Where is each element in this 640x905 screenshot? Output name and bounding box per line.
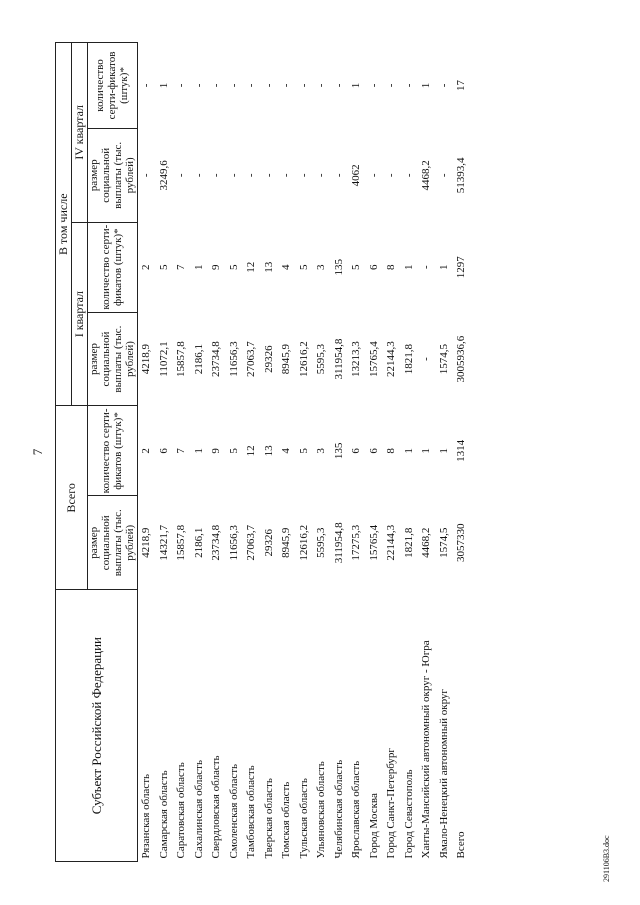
q1-count: 12 [245, 261, 258, 273]
total-amount: 4218,9 [140, 527, 153, 558]
q1-amount: 29326 [262, 345, 275, 373]
q4-amount: 4062 [350, 164, 363, 187]
total-sum: 3057330 [455, 523, 468, 563]
q4-count: - [402, 83, 415, 88]
total-count: 1 [437, 448, 450, 454]
total-amount: 2186,1 [192, 527, 205, 558]
q4-count: - [262, 83, 275, 88]
region-name: Челябинская область [332, 759, 345, 859]
q1-amount: 311954,8 [332, 338, 345, 380]
q4-count: - [245, 83, 258, 88]
region-name: Город Севастополь [402, 769, 415, 859]
q4-count: - [332, 83, 345, 88]
table-row [348, 43, 366, 862]
q1-count: 6 [367, 264, 380, 270]
header-including: В том числе [56, 43, 72, 406]
total-count: 6 [350, 448, 363, 454]
table-row [226, 43, 244, 862]
header-subject: Субъект Российской Федерации [56, 590, 138, 862]
region-name: Тамбовская область [245, 765, 258, 859]
header-q4-count: количество серти-фикатов (штук)* [87, 43, 138, 129]
header-q1-amount: размер социальной выплаты (тыс. рублей) [87, 312, 138, 406]
q4-amount: - [262, 173, 275, 178]
q1-count: 7 [175, 264, 188, 270]
q1-amount: 2186,1 [192, 343, 205, 375]
q4-amount: - [402, 173, 415, 178]
q1-amount: 4218,9 [140, 343, 153, 375]
q1-count: 1 [402, 264, 415, 270]
region-name: Смоленская область [227, 763, 240, 859]
q1-amount: 1821,8 [402, 343, 415, 375]
total-count: 3 [315, 448, 328, 454]
region-name: Свердловская область [210, 755, 223, 859]
total-count: 6 [157, 448, 170, 454]
table-row [401, 43, 419, 862]
q1-amount: 1574,5 [437, 343, 450, 375]
file-id: 291106B3.doc [602, 835, 611, 882]
header-total-count: количество серти-фикатов (штук)* [87, 406, 138, 496]
q1-count: 2 [140, 264, 153, 270]
total-amount: 11656,3 [227, 525, 240, 561]
region-name: Сахалинская область [192, 760, 205, 859]
q4-count: - [297, 83, 310, 88]
q4-count: - [175, 83, 188, 88]
q1-count: 4 [280, 264, 293, 270]
q1-count: 3 [315, 264, 328, 270]
region-name: Ямало-Ненецкий автономный округ [437, 689, 450, 859]
total-amount: 311954,8 [332, 522, 345, 564]
q1-count: 5 [227, 264, 240, 270]
total-count: 13 [262, 445, 275, 457]
total-amount: 17275,3 [350, 524, 363, 561]
q4-count: - [140, 83, 153, 88]
q1-count: 8 [385, 264, 398, 270]
total-q4-sum: 51393,4 [455, 157, 468, 194]
header-total-amount: размер социальной выплаты (тыс. рублей) [87, 496, 138, 590]
total-count: 8 [385, 448, 398, 454]
q4-amount: - [227, 173, 240, 178]
region-name: Ярославская область [350, 760, 363, 859]
q1-amount: 8945,9 [280, 343, 293, 375]
total-amount: 4468,2 [420, 527, 433, 558]
region-name: Город Санкт-Петербург [385, 748, 398, 859]
total-q1-count: 1297 [455, 256, 468, 279]
q1-amount: 23734,8 [210, 341, 223, 377]
q1-count: 13 [262, 261, 275, 273]
q4-count: 1 [157, 82, 170, 89]
total-amount: 8945,9 [280, 527, 293, 558]
table-row [261, 43, 279, 862]
total-amount: 22144,3 [385, 524, 398, 561]
q4-amount: 3249,6 [157, 160, 170, 191]
q1-count: 9 [210, 264, 223, 270]
total-amount: 14321,7 [157, 524, 170, 561]
total-count: 1 [420, 448, 433, 454]
q4-amount: - [332, 173, 345, 178]
q4-amount: - [245, 173, 258, 178]
region-name: Ханты-Мансийский автономный округ - Югра [420, 640, 433, 859]
region-name: Рязанская область [140, 773, 153, 859]
q4-amount: - [367, 173, 380, 178]
total-count: 1314 [455, 439, 468, 462]
q4-amount: - [210, 173, 223, 178]
q1-amount: 12616,2 [297, 341, 310, 377]
table-row [418, 43, 436, 862]
region-name: Город Москва [367, 793, 380, 859]
q4-amount: - [280, 173, 293, 178]
total-count: 6 [367, 448, 380, 454]
q1-count: 1 [192, 264, 205, 270]
q4-amount: - [297, 173, 310, 178]
q1-amount: - [420, 357, 433, 361]
table-row [138, 43, 156, 862]
q4-count: - [437, 83, 450, 88]
table-row [173, 43, 191, 862]
total-count: 7 [175, 448, 188, 454]
q1-count: 5 [350, 264, 363, 270]
header-q4: IV квартал [71, 43, 87, 223]
q4-amount: - [315, 173, 328, 178]
q4-count: - [192, 83, 205, 88]
total-count: 1 [192, 448, 205, 454]
total-count: 5 [297, 448, 310, 454]
q1-count: 1 [437, 264, 450, 270]
region-name: Тверская область [262, 778, 275, 859]
header-q1: I квартал [71, 222, 87, 406]
region-name: Томская область [280, 781, 293, 859]
table-row [278, 43, 296, 862]
table-row [191, 43, 209, 862]
total-q1-sum: 3005936,6 [455, 335, 468, 383]
q1-count: 5 [157, 264, 170, 270]
q1-amount: 5595,3 [315, 343, 328, 375]
total-amount: 1821,8 [402, 527, 415, 558]
data-table [55, 42, 471, 862]
total-amount: 12616,2 [297, 524, 310, 561]
total-count: 2 [140, 448, 153, 454]
total-amount: 29326 [262, 529, 275, 557]
q4-count: - [227, 83, 240, 88]
q4-amount: - [385, 173, 398, 178]
total-amount: 23734,8 [210, 524, 223, 561]
region-name: Ульяновская область [315, 761, 328, 859]
table-row [243, 43, 261, 862]
q1-amount: 11656,3 [227, 341, 240, 377]
table-row [331, 43, 349, 862]
total-count: 9 [210, 448, 223, 454]
q4-count: - [280, 83, 293, 88]
q4-amount: - [175, 173, 188, 178]
page-number: 7 [30, 448, 45, 456]
q4-amount: - [140, 173, 153, 178]
table-row [296, 43, 314, 862]
total-count: 5 [227, 448, 240, 454]
q4-amount: - [192, 173, 205, 178]
region-name: Тульская область [297, 778, 310, 859]
table-row [383, 43, 401, 862]
rotated-page [20, 12, 620, 892]
total-count: 1 [402, 448, 415, 454]
total-amount: 27063,7 [245, 524, 258, 561]
q4-count: 1 [420, 82, 433, 89]
region-name: Самарская область [157, 770, 170, 859]
q1-amount: 15765,4 [367, 341, 380, 377]
total-amount: 5595,3 [315, 527, 328, 558]
q4-count: 1 [350, 82, 363, 89]
q4-count: - [367, 83, 380, 88]
q4-count: - [385, 83, 398, 88]
header-q1-count: количество серти-фикатов (штук)* [87, 222, 138, 312]
q1-amount: 11072,1 [157, 341, 170, 377]
q1-amount: 27063,7 [245, 341, 258, 377]
total-label: Всего [455, 831, 468, 859]
table-body [138, 43, 454, 862]
q1-count: 5 [297, 264, 310, 270]
q4-count: - [315, 83, 328, 88]
total-amount: 15857,8 [175, 524, 188, 561]
table-row [208, 43, 226, 862]
region-name: Саратовская область [175, 762, 188, 859]
q1-amount: 13213,3 [350, 341, 363, 377]
q4-amount: - [437, 173, 450, 178]
q1-count: - [420, 265, 433, 270]
total-amount: 15765,4 [367, 524, 380, 561]
q1-count: 135 [332, 258, 345, 276]
total-q4-count: 17 [455, 79, 468, 91]
table-row [436, 43, 454, 862]
q1-amount: 15857,8 [175, 341, 188, 377]
table-row [366, 43, 384, 862]
header-q4-amount: размер социальной выплаты (тыс. рублей) [87, 128, 138, 222]
total-amount: 1574,5 [437, 527, 450, 558]
q4-count: - [210, 83, 223, 88]
table-row [313, 43, 331, 862]
header-total: Всего [56, 406, 88, 590]
total-count: 135 [332, 442, 345, 460]
table-row [156, 43, 174, 862]
q1-amount: 22144,3 [385, 341, 398, 377]
total-count: 4 [280, 448, 293, 454]
q4-amount: 4468,2 [420, 160, 433, 191]
total-count: 12 [245, 445, 258, 457]
total-row [453, 43, 471, 862]
